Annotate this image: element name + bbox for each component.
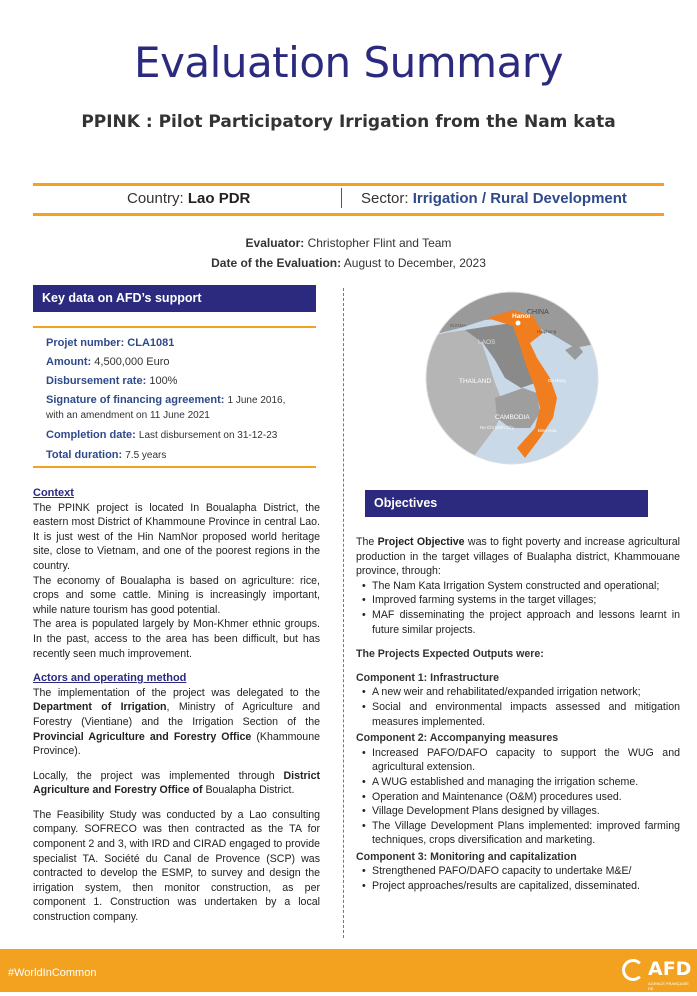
right-column	[356, 535, 680, 894]
context-p1: The PPINK project is located In Boualapha District, the eastern most District of Khammoune Province in central Lao. It is just west of the Hin NamNor proposed world heritage site, close to Vietnam, and one of the poorest regions in the country.	[33, 501, 320, 572]
column-divider	[343, 288, 344, 938]
country-sector-row	[33, 190, 664, 210]
country: Country: Lao PDR	[127, 190, 251, 207]
evaluator-line: Evaluator: Christopher Flint and Team	[245, 236, 452, 250]
signature-date: Signature of financing agreement: 1 June 2016, with an amendment on 11 June 2021	[46, 394, 286, 421]
list-item: • The Village Development Plans implemented: improved farming techniques, crops diversification and marketing.	[356, 819, 680, 848]
label-hanoi: Hanoi	[512, 313, 531, 320]
footer	[0, 949, 697, 996]
context-p2: The economy of Boualapha is based on agriculture: rice, crops and some cattle. Mining is increasingly important, while nature tourism has good potential.	[33, 574, 320, 616]
date-line: Date of the Evaluation: August to December, 2023	[211, 256, 486, 270]
list-item: • Increased PAFO/DAFO capacity to support the WUG and agricultural extension.	[356, 746, 680, 775]
actors-p1: The implementation of the project was delegated to the Department of Irrigation, Ministry of Agriculture and Forestry (Vientiane) and the Irrigation Section of the Provincial Agriculture and Forestry Office (Khammoune Province).	[33, 686, 320, 758]
label-hcmc: Ho Chi Minh City	[480, 425, 514, 430]
context-heading: Context	[33, 487, 74, 499]
page-subtitle: PPINK : Pilot Participatory Irrigation from the Nam kata	[81, 112, 616, 132]
actors-p3: The Feasibility Study was conducted by a Lao consulting company. SOFRECO was then contracted as the TA for component 2 and 3, with IRD and CIRAD engaged to provide specialist TA. Société du Canal de Provence (SCP) was contracted to develop the ESMP, to survey and design the irrigation system, then monitor construction, as per component 1. Construction was undertaken by a local construction company.	[33, 808, 320, 924]
objectives-intro: The Project Objective was to fight poverty and increase agricultural production in the target villages of Bualapha district, Khammouane province, through:	[356, 536, 680, 578]
list-item: • Project approaches/results are capitalized, disseminated.	[356, 879, 680, 894]
disbursement-rate: Disbursement rate: 100%	[46, 375, 178, 387]
logo-ring-icon	[622, 959, 644, 981]
component1-list	[356, 685, 680, 729]
label-china: CHINA	[527, 309, 549, 316]
label-bienhoa: Bien Hoa	[538, 428, 557, 433]
component2-heading: Component 2: Accompanying measures	[356, 732, 559, 745]
list-item: • Social and environmental impacts assessed and mitigation measures implemented.	[356, 700, 680, 729]
component2-list	[356, 746, 680, 848]
afd-logo[interactable]	[622, 957, 692, 996]
label-burma: BURMA	[450, 323, 467, 328]
list-item: • A new weir and rehabilitated/expanded irrigation network;	[356, 685, 680, 700]
evaluation-info	[0, 233, 697, 273]
location-map	[425, 288, 600, 468]
left-column	[33, 486, 320, 925]
component1-heading: Component 1: Infrastructure	[356, 671, 500, 684]
label-haiphong: Haiphong	[537, 329, 557, 334]
list-item: • Village Development Plans designed by villages.	[356, 804, 680, 819]
completion-date: Completion date: Last disbursement on 31-12-23	[46, 429, 278, 441]
label-cambodia: CAMBODIA	[495, 414, 530, 421]
list-item: • MAF disseminating the project approach and lessons learnt in future similar projects.	[356, 608, 680, 637]
actors-p2: Locally, the project was implemented through District Agriculture and Forestry Office of Boualapha District.	[33, 769, 320, 797]
list-item: • Improved farming systems in the target villages;	[356, 593, 680, 608]
logo-text: AFD	[648, 958, 692, 980]
objectives-list	[356, 579, 680, 637]
keydata-heading: Key data on AFD’s support	[33, 285, 316, 312]
component3-heading: Component 3: Monitoring and capitalization	[356, 850, 577, 863]
label-thailand: THAILAND	[459, 378, 492, 385]
hanoi-marker	[516, 321, 521, 326]
context-p3: The area is populated largely by Mon-Khmer ethnic groups. In the past, access to the area has been difficult, but has recently seen much improvement.	[33, 618, 320, 660]
project-number: Projet number: CLA1081	[46, 337, 175, 349]
list-item: • Operation and Maintenance (O&M) procedures used.	[356, 790, 680, 805]
label-danang: Da Nang	[548, 378, 566, 383]
divider-top	[33, 183, 664, 186]
list-item: • A WUG established and managing the irrigation scheme.	[356, 775, 680, 790]
divider-bottom	[33, 213, 664, 216]
list-item: • The Nam Kata Irrigation System constructed and operational;	[356, 579, 680, 594]
outputs-heading: The Projects Expected Outputs were:	[356, 648, 544, 661]
keydata-box	[33, 326, 316, 468]
actors-heading: Actors and operating method	[33, 672, 187, 685]
label-laos: LAOS	[478, 339, 496, 346]
separator	[341, 188, 342, 208]
page-title: Evaluation Summary	[134, 38, 563, 87]
sector: Sector: Irrigation / Rural Development	[361, 190, 627, 207]
amount: Amount: 4,500,000 Euro	[46, 356, 170, 368]
objectives-heading: Objectives	[365, 490, 648, 517]
component3-list	[356, 864, 680, 893]
logo-subtext: AGENCE FRANÇAISE DE DÉVELOPPEMENT	[648, 981, 689, 996]
total-duration: Total duration: 7.5 years	[46, 449, 167, 461]
list-item: • Strengthened PAFO/DAFO capacity to undertake M&E/	[356, 864, 680, 879]
hashtag[interactable]: #WorldInCommon	[8, 967, 97, 979]
